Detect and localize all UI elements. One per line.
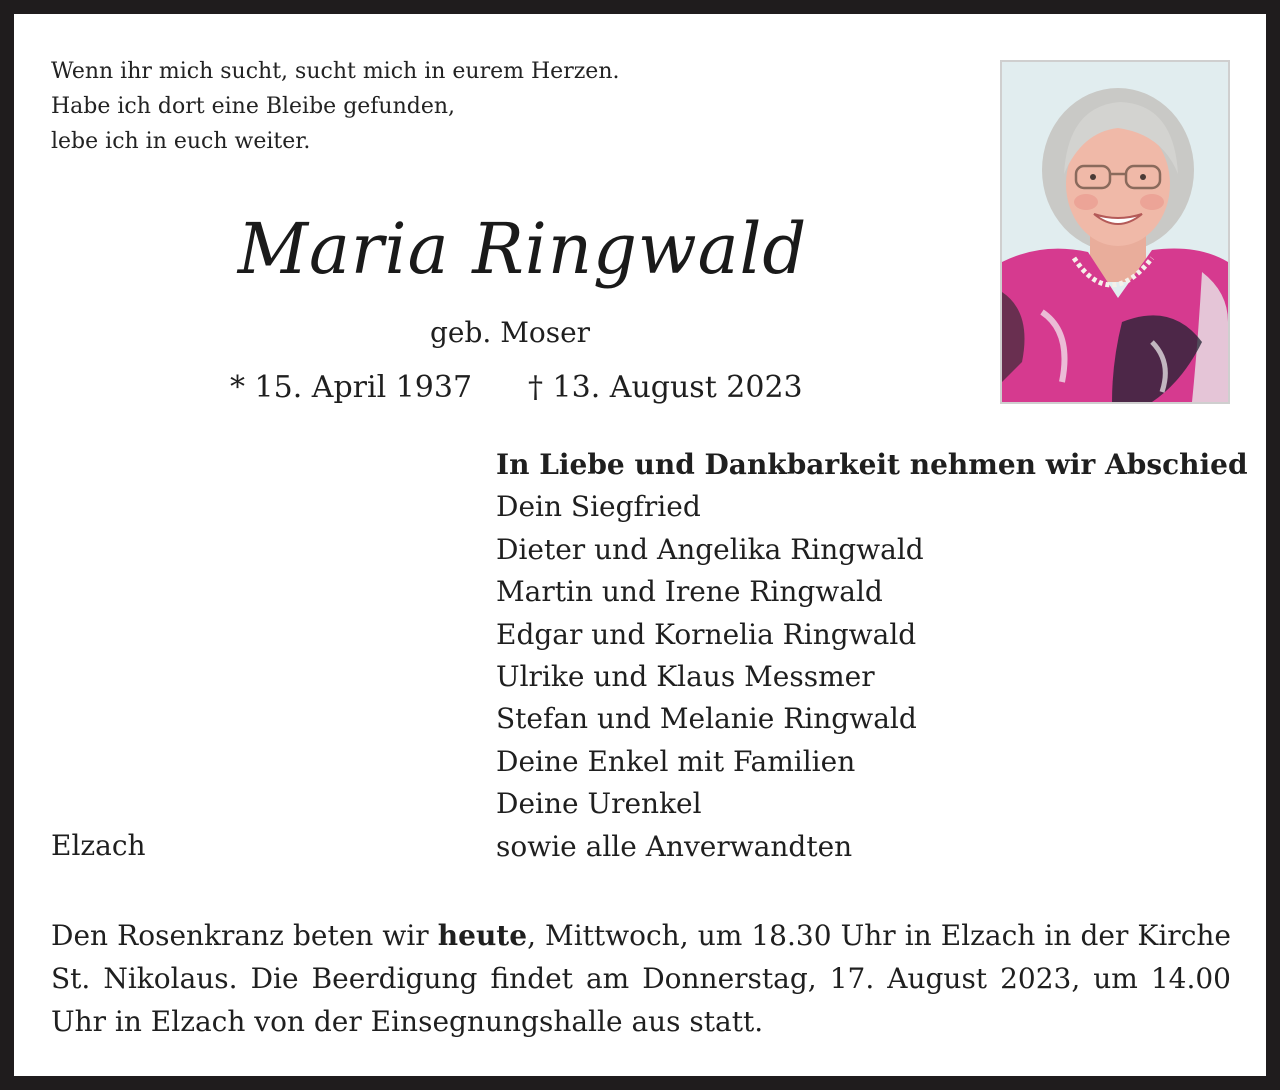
portrait-photo-icon [1002, 62, 1228, 402]
place-name: Elzach [51, 829, 146, 862]
portrait-photo [1000, 60, 1230, 404]
notice-text: Den Rosenkranz beten wir [51, 919, 438, 952]
mourners-heading: In Liebe und Dankbarkeit nehmen wir Abschied [496, 448, 1248, 481]
mourners-list [496, 444, 1248, 868]
birth-date: * 15. April 1937 [230, 370, 473, 405]
list-item: Martin und Irene Ringwald [496, 575, 883, 609]
deceased-name: Maria Ringwald [237, 208, 808, 290]
list-item: Stefan und Melanie Ringwald [496, 702, 917, 736]
list-item: Dein Siegfried [496, 490, 701, 524]
poem-line: Wenn ihr mich sucht, sucht mich in eurem Herzen. [51, 59, 620, 84]
list-item: Dieter und Angelika Ringwald [496, 532, 924, 566]
list-item: Deine Enkel mit Familien [496, 744, 856, 778]
funeral-notice [51, 914, 1231, 1043]
obituary-card [14, 14, 1266, 1076]
list-item: Ulrike und Klaus Messmer [496, 660, 875, 694]
list-item: sowie alle Anverwandten [496, 829, 853, 863]
notice-text: , Mittwoch, um 18.30 Uhr in Elzach in der Kirche St. Nikolaus. Die Beerdigung findet am Donnerstag, 17. August 2023, um 14.00 Uhr in Elzach von der Einsegnungshalle aus statt. [51, 919, 1231, 1038]
death-date: † 13. August 2023 [528, 370, 803, 405]
poem-line: Habe ich dort eine Bleibe gefunden, [51, 94, 456, 119]
poem-line: lebe ich in euch weiter. [51, 129, 311, 154]
list-item: Edgar und Kornelia Ringwald [496, 617, 917, 651]
notice-emphasis: heute [437, 919, 528, 952]
list-item: Deine Urenkel [496, 787, 702, 821]
maiden-name: geb. Moser [430, 316, 591, 349]
poem [51, 54, 619, 159]
